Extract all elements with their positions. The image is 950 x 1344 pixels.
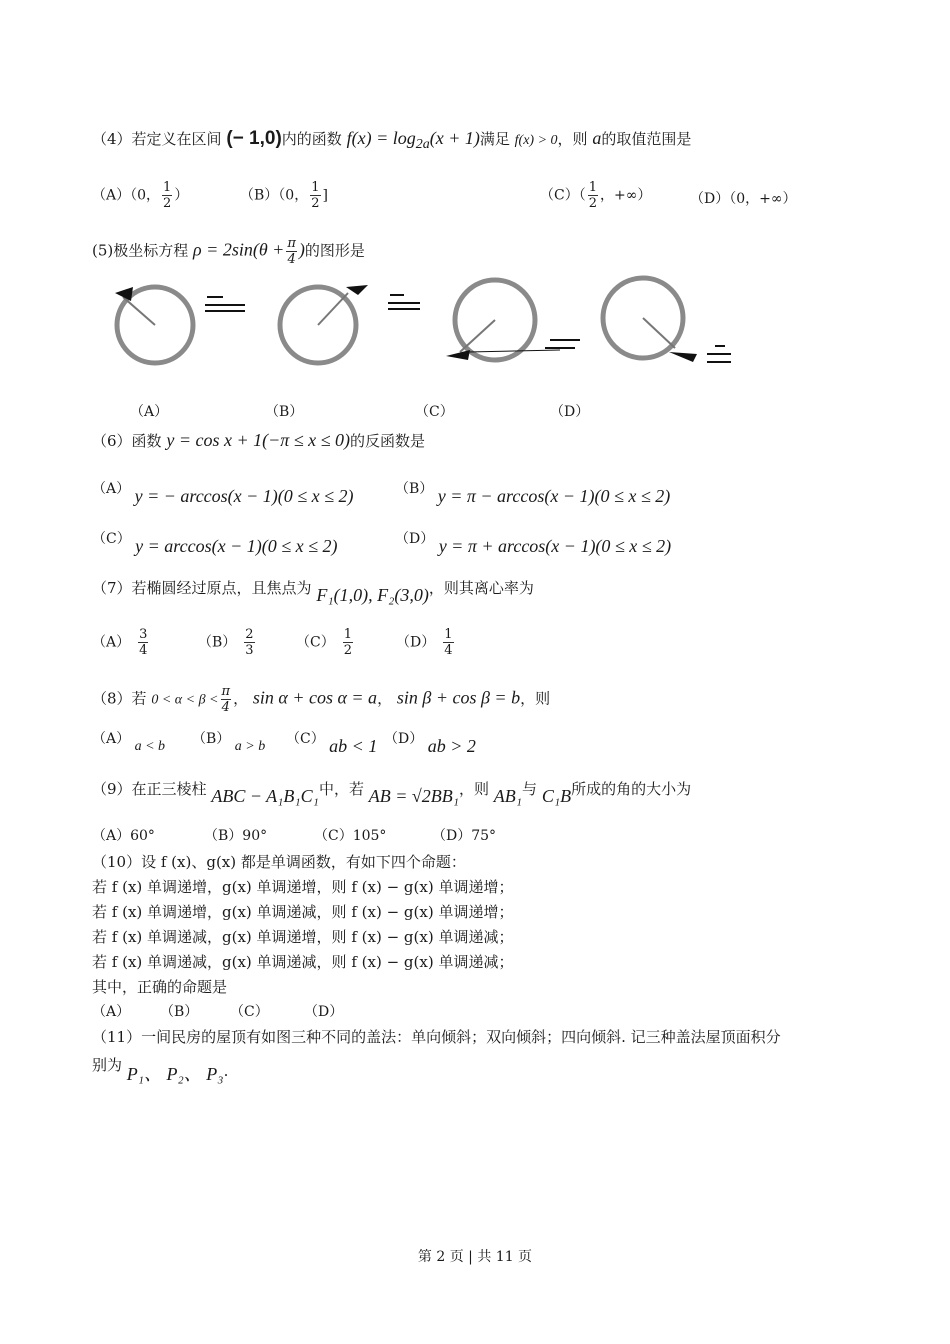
q9-text-a: 在正三棱柱 — [131, 780, 207, 798]
q10-option-a: （A） — [92, 1004, 131, 1020]
q9-option-d: （D）75° — [432, 828, 497, 844]
q10-conclusion: 其中，正确的命题是 — [92, 978, 228, 996]
option-label: （C） — [286, 731, 325, 747]
q9-cond: AB = √2BB₁ — [368, 786, 459, 806]
q7-option-d — [396, 627, 456, 658]
fraction — [244, 627, 254, 658]
q5-text-b: 的图形是 — [304, 241, 365, 260]
q4-number: （4） — [92, 130, 132, 148]
q10-option-d: （D） — [304, 1004, 344, 1020]
option-label: （C） — [92, 531, 131, 547]
q11-line2-a: 别为 — [92, 1056, 123, 1074]
fraction — [443, 627, 453, 658]
q9-text-e: 所成的角的大小为 — [571, 780, 692, 798]
option-label: （D） — [396, 634, 436, 651]
q4-text-b: 内的函数 — [281, 130, 342, 148]
q11-line-2 — [92, 1050, 229, 1084]
q4-cond: f(x) > 0 — [514, 133, 558, 148]
option-label: （A） — [92, 634, 131, 651]
q5-text-a: 极坐标方程 — [113, 241, 189, 260]
q9-text-c: ，则 — [459, 780, 490, 798]
option-label: （A） — [92, 481, 131, 497]
q11-line-1: （11）一间民房的屋顶有如图三种不同的盖法：单向倾斜；双向倾斜；四向倾斜. 记三种盖法屋顶面积分 — [92, 1028, 781, 1046]
option-pre: （0， — [278, 187, 309, 204]
fraction — [221, 684, 232, 715]
q8-option-b — [192, 728, 266, 754]
denominator: 4 — [139, 643, 148, 658]
q10-prop-3: 若 f (x) 单调递减，g(x) 单调递增，则 f (x) − g(x) 单调递减； — [92, 928, 514, 946]
numerator: 1 — [588, 180, 597, 195]
option-label: （A） — [92, 731, 131, 747]
q7-text-a: 若椭圆经过原点，且焦点为 — [131, 579, 312, 597]
q10-prop-2: 若 f (x) 单调递增，g(x) 单调递减，则 f (x) − g(x) 单调递增； — [92, 903, 514, 921]
q8-text-a: 若 — [131, 689, 147, 708]
q5-stem — [92, 236, 365, 267]
option-label: （B） — [198, 634, 237, 651]
q4-stem — [92, 128, 691, 153]
page-footer: 第 2 页 | 共 11 页 — [417, 1249, 533, 1265]
denominator: 2 — [588, 196, 597, 211]
option-eq: y = arccos(x − 1)(0 ≤ x ≤ 2) — [135, 536, 338, 556]
q6-eq: y = cos x + 1(−π ≤ x ≤ 0) — [166, 430, 351, 450]
fraction — [588, 180, 598, 211]
q7-text-b: ，则其离心率为 — [428, 579, 534, 597]
q5-figure-d — [595, 270, 745, 380]
q8-cond-a: 0 < α < β < — [151, 692, 219, 708]
denominator: 4 — [287, 252, 296, 267]
option-post: ，+∞） — [600, 187, 652, 204]
q5-eq-b: ) — [298, 239, 305, 260]
q11-line2-eq: P₁、 P₂、 P₃ — [126, 1064, 224, 1084]
q5-number: (5) — [92, 241, 114, 260]
fraction — [343, 627, 353, 658]
option-eq: y = π + arccos(x − 1)(0 ≤ x ≤ 2) — [438, 536, 672, 556]
q6-text-a: 函数 — [131, 432, 162, 450]
q5-figure-label-c: （C） — [415, 404, 454, 420]
option-pre: （0， — [130, 187, 161, 204]
q9-stem — [92, 778, 692, 806]
q8-sep1: ， — [233, 689, 249, 708]
q6-option-a — [92, 478, 354, 506]
q6-option-b — [395, 478, 671, 506]
q10-intro: （10）设 f (x)、g(x) 都是单调函数，有如下四个命题： — [92, 853, 466, 871]
q4-option-b — [240, 180, 328, 211]
q6-option-d — [395, 528, 672, 556]
q5-figure-label-a: （A） — [130, 404, 169, 420]
q8-sep2: ， — [377, 689, 393, 708]
option-label: （B） — [192, 731, 231, 747]
fraction — [162, 180, 172, 211]
q4-func-sub: 2a — [415, 137, 430, 152]
q9-seg2: C₁B — [541, 786, 572, 806]
numerator: 2 — [245, 627, 254, 642]
q10-option-c: （C） — [230, 1004, 269, 1020]
q9-option-c: （C）105° — [314, 828, 387, 844]
numerator: π — [221, 684, 231, 699]
option-label: （D） — [384, 731, 424, 747]
q4-text-c: 满足 — [479, 130, 510, 148]
q7-option-a — [92, 627, 150, 658]
denominator: 2 — [311, 196, 320, 211]
option-label: （A） — [92, 187, 131, 204]
q9-number: （9） — [92, 780, 132, 798]
q6-option-c — [92, 528, 338, 556]
q7-number: （7） — [92, 579, 132, 597]
option-eq: y = π − arccos(x − 1)(0 ≤ x ≤ 2) — [437, 486, 671, 506]
option-label: （B） — [395, 481, 434, 497]
q7-option-c — [296, 627, 355, 658]
q6-text-b: 的反函数是 — [350, 432, 426, 450]
q4-text-a: 若定义在区间 — [131, 130, 222, 148]
q5-figure-c — [440, 272, 590, 382]
option-eq: y = − arccos(x − 1)(0 ≤ x ≤ 2) — [134, 486, 354, 506]
q11-line2-b: . — [223, 1062, 229, 1080]
q5-figure-label-d: （D） — [550, 404, 590, 420]
numerator: 1 — [311, 180, 320, 195]
option-label: （C） — [540, 187, 579, 204]
q4-func: f(x) = log — [346, 128, 416, 148]
option-eq: ab < 1 — [329, 736, 378, 756]
q8-eq1: sin α + cos α = a — [252, 687, 378, 708]
q7-option-b — [198, 627, 257, 658]
q10-prop-4: 若 f (x) 单调递减，g(x) 单调递减，则 f (x) − g(x) 单调递减； — [92, 953, 514, 971]
numerator: π — [287, 236, 296, 251]
numerator: 3 — [139, 627, 148, 642]
option-pre: （ — [578, 187, 586, 204]
q10-prop-1: 若 f (x) 单调递增，g(x) 单调递增，则 f (x) − g(x) 单调递增； — [92, 878, 514, 896]
numerator: 1 — [444, 627, 453, 642]
fraction — [286, 236, 297, 267]
q7-stem — [92, 577, 534, 605]
q5-eq-a: ρ = 2sin(θ + — [193, 239, 285, 260]
option-label: （D） — [690, 191, 730, 207]
option-label: （B） — [240, 187, 279, 204]
q8-text-b: ，则 — [520, 689, 551, 708]
q4-func-end: (x + 1) — [429, 128, 480, 148]
q9-option-b: （B）90° — [204, 828, 268, 844]
fraction — [310, 180, 320, 211]
q9-text-b: 中，若 — [318, 780, 364, 798]
option-eq: a < b — [134, 739, 166, 754]
q5-figure-a — [105, 275, 255, 385]
option-eq: a > b — [234, 739, 266, 754]
q10-option-b: （B） — [160, 1004, 199, 1020]
q9-seg1: AB₁ — [493, 786, 523, 806]
option-post: ） — [174, 187, 189, 204]
q4-option-c — [540, 180, 651, 211]
numerator: 1 — [163, 180, 172, 195]
q6-number: （6） — [92, 432, 132, 450]
q9-text-d: 与 — [522, 780, 538, 798]
q4-var: a — [592, 128, 602, 148]
q6-stem — [92, 430, 425, 451]
denominator: 4 — [221, 700, 230, 715]
q8-stem — [92, 684, 550, 715]
denominator: 4 — [444, 643, 453, 658]
option-label: （C） — [296, 634, 335, 651]
q8-option-d — [384, 728, 476, 756]
q4-text-e: 的取值范围是 — [601, 130, 692, 148]
q4-option-a — [92, 180, 188, 211]
denominator: 3 — [245, 643, 254, 658]
option-text: （0，+∞） — [729, 191, 797, 207]
option-eq: ab > 2 — [427, 736, 476, 756]
q8-option-a — [92, 728, 166, 754]
option-post: ] — [322, 187, 328, 204]
q9-prism: ABC − A₁B₁C₁ — [211, 786, 319, 806]
denominator: 2 — [163, 196, 172, 211]
q4-text-d: ，则 — [557, 130, 588, 148]
q7-eq: F₁(1,0), F₂(3,0) — [316, 585, 429, 605]
numerator: 1 — [343, 627, 352, 642]
q4-option-d — [690, 188, 797, 208]
q8-option-c — [286, 728, 378, 756]
fraction — [138, 627, 148, 658]
option-label: （D） — [395, 531, 435, 547]
q4-interval: (− 1,0) — [226, 128, 282, 149]
q8-number: （8） — [92, 689, 132, 708]
q8-eq2: sin β + cos β = b — [396, 687, 521, 708]
q9-option-a: （A）60° — [92, 828, 155, 844]
q5-figure-b — [268, 275, 428, 385]
q5-figure-label-b: （B） — [265, 404, 304, 420]
denominator: 2 — [343, 643, 352, 658]
